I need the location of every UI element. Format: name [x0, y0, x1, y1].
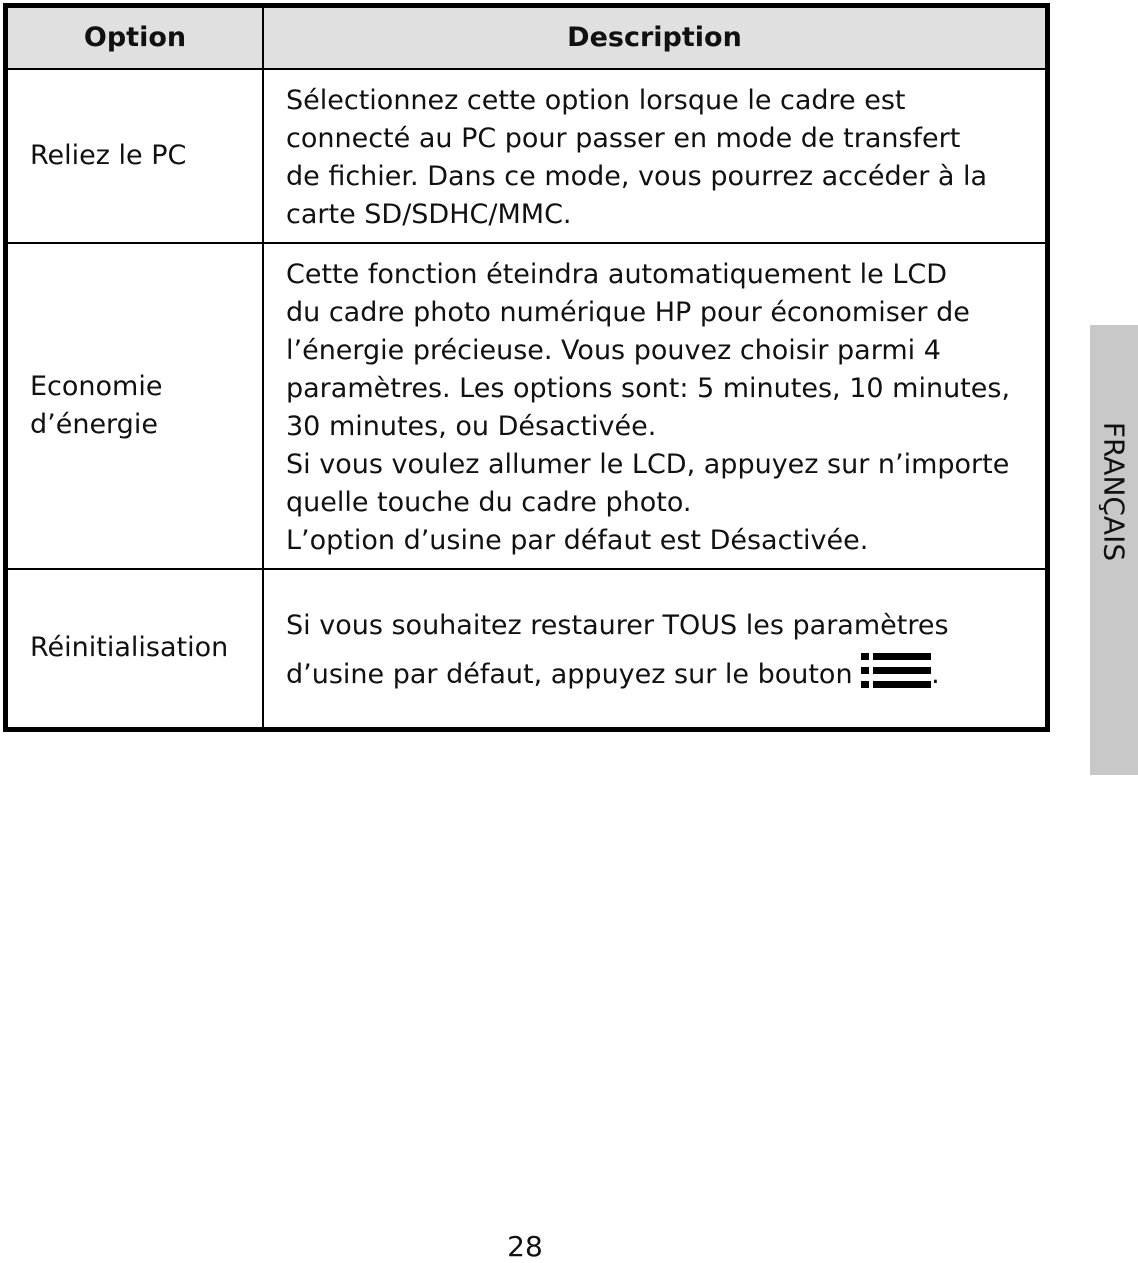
table-row: [6, 243, 1048, 569]
option-cell: [6, 569, 264, 729]
desc-line: de fichier. Dans ce mode, vous pourrez accéder à la: [286, 161, 988, 192]
desc-line: Si vous voulez allumer le LCD, appuyez sur n’importe: [286, 449, 1010, 480]
option-cell: [6, 243, 264, 569]
description-cell: [263, 69, 1048, 243]
option-label: Réinitialisation: [30, 632, 229, 664]
table-header-row: [6, 6, 1048, 70]
desc-text: .: [931, 658, 940, 690]
page-number: 28: [507, 1230, 543, 1263]
desc-line: Cette fonction éteindra automatiquement le LCD: [286, 259, 948, 290]
desc-line: carte SD/SDHC/MMC.: [286, 199, 572, 230]
table-row: [6, 569, 1048, 729]
desc-line: [286, 653, 1035, 694]
desc-line: du cadre photo numérique HP pour économiser de: [286, 297, 970, 328]
desc-line: quelle touche du cadre photo.: [286, 487, 692, 518]
menu-list-icon: [861, 653, 931, 691]
option-label: d’énergie: [30, 409, 158, 440]
language-label: FRANÇAIS: [1097, 421, 1131, 562]
option-cell: [6, 69, 264, 243]
desc-line: Sélectionnez cette option lorsque le cadre est: [286, 85, 906, 116]
header-description: Description: [263, 6, 1048, 70]
language-tab: [1090, 325, 1138, 775]
option-label: Reliez le PC: [30, 140, 187, 171]
desc-line: Si vous souhaitez restaurer TOUS les paramètres: [286, 609, 949, 641]
options-table: [3, 3, 1050, 732]
desc-line: connecté au PC pour passer en mode de transfert: [286, 123, 961, 154]
desc-line: l’énergie précieuse. Vous pouvez choisir parmi 4: [286, 335, 941, 366]
desc-line: paramètres. Les options sont: 5 minutes, 10 minutes,: [286, 373, 1011, 404]
option-label: Economie: [30, 371, 163, 402]
table-row: [6, 69, 1048, 243]
header-option: Option: [6, 6, 264, 70]
description-cell: [263, 243, 1048, 569]
description-cell: [263, 569, 1048, 729]
desc-line: L’option d’usine par défaut est Désactivée.: [286, 525, 869, 556]
desc-line: 30 minutes, ou Désactivée.: [286, 411, 657, 442]
desc-text: d’usine par défaut, appuyez sur le bouton: [286, 658, 853, 690]
